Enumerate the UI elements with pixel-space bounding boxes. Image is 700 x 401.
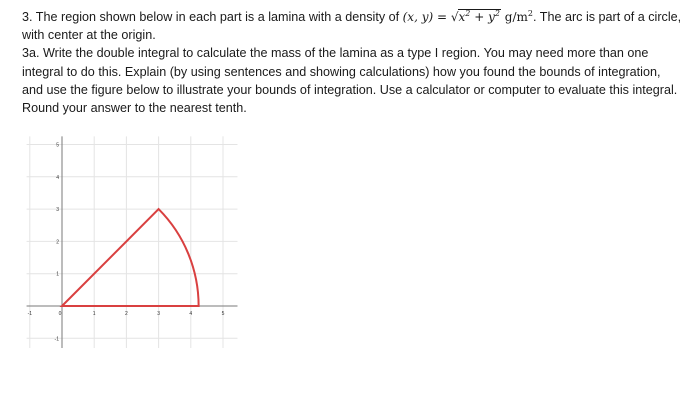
part-label: 3a. xyxy=(22,46,40,61)
y-tick-label: -1 xyxy=(54,336,59,343)
x-tick-label: 2 xyxy=(125,311,128,317)
x-tick-label: 5 xyxy=(221,311,225,317)
part-text: Write the double integral to calculate the mass of the lamina as a type I region. You may need more than one integral to do this. Explain (by using sentences and showing calculations) how you found the bounds of integration, and use the figure below to illustrate your bounds of integration. Use a calculator or computer to evaluate this integral. Round your answer to the nearest tenth. xyxy=(22,46,678,116)
units-exp: 2 xyxy=(527,9,533,18)
problem-intro: The region shown below in each part is a lamina with a density of xyxy=(35,10,400,24)
x-tick-label: 0 xyxy=(58,311,62,317)
y-tick-label: 3 xyxy=(56,207,59,214)
radicand-plus: + xyxy=(470,10,489,24)
y-tick-label: 5 xyxy=(56,142,59,149)
radicand-x: x xyxy=(458,10,466,24)
density-lhs: (x, y) = xyxy=(402,10,448,24)
problem-number: 3. xyxy=(22,10,33,24)
exp-y: 2 xyxy=(494,9,500,18)
y-tick-label: 2 xyxy=(56,239,59,246)
problem-intro-end: . The arc is part of a circle, with center at the origin. xyxy=(22,10,682,43)
y-tick-label: 4 xyxy=(56,174,59,181)
exp-x: 2 xyxy=(465,9,471,18)
units-text: g/m xyxy=(504,10,528,24)
x-tick-label: 1 xyxy=(92,311,96,317)
y-tick-label: 1 xyxy=(56,271,59,278)
x-tick-label: 3 xyxy=(157,311,160,317)
x-tick-label: 4 xyxy=(189,311,193,317)
radicand-y: y xyxy=(488,10,495,24)
lamina-region xyxy=(62,209,199,306)
density-formula: (x, $y) = √x^2 + y^2$ $g/m^2$ xyxy=(402,9,533,24)
x-tick-label: -1 xyxy=(27,311,33,317)
